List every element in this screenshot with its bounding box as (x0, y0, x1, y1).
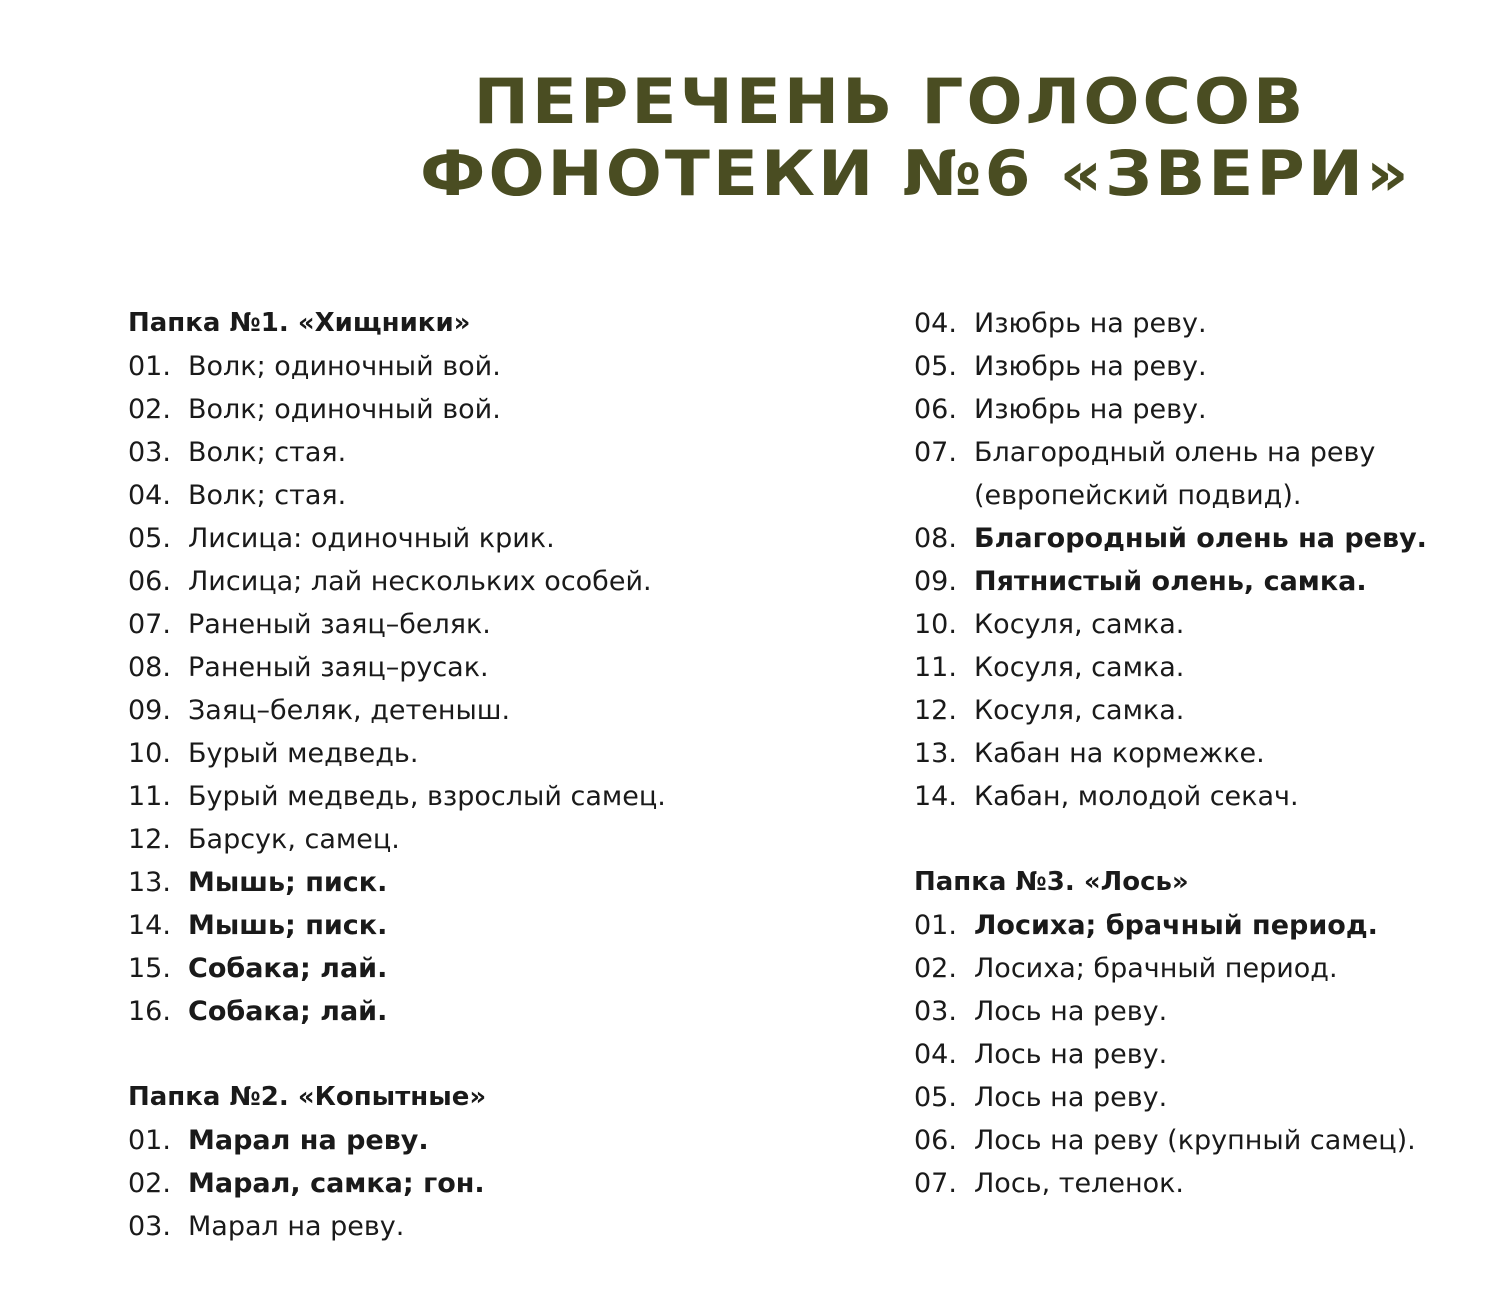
item-text: Мышь; писк. (188, 910, 388, 941)
list-item (128, 947, 848, 990)
item-number: 08. (914, 523, 957, 554)
section-title-folder-1: Папка №1. «Хищники» (128, 308, 471, 338)
item-number: 01. (914, 910, 957, 941)
item-text: Раненый заяц–беляк. (188, 609, 491, 640)
item-text: Марал на реву. (188, 1125, 429, 1156)
item-number: 12. (914, 695, 957, 726)
item-number: 04. (914, 1039, 957, 1070)
list-item (128, 732, 848, 775)
list-item (128, 1119, 848, 1162)
list-item (914, 345, 1474, 388)
list-item (914, 904, 1474, 947)
list-item (914, 646, 1474, 689)
item-number: 02. (128, 1168, 171, 1199)
list-item (128, 646, 848, 689)
item-number: 01. (128, 351, 171, 382)
item-number: 03. (128, 1211, 171, 1242)
item-number: 08. (128, 652, 171, 683)
item-number: 05. (914, 1082, 957, 1113)
item-text: Лосиха; брачный период. (974, 953, 1338, 984)
item-number: 09. (128, 695, 171, 726)
item-text: Лось на реву. (974, 996, 1168, 1027)
item-number: 03. (128, 437, 171, 468)
item-text: Бурый медведь. (188, 738, 419, 769)
page-title-line-1: ПЕРЕЧЕНЬ ГОЛОСОВ (473, 64, 1307, 138)
list-item (128, 474, 848, 517)
item-text: Заяц–беляк, детеныш. (188, 695, 511, 726)
folder-2-list-part-2 (914, 302, 1474, 818)
list-item (914, 431, 1474, 517)
list-item (914, 1033, 1474, 1076)
item-text: Изюбрь на реву. (974, 308, 1207, 339)
item-number: 01. (128, 1125, 171, 1156)
item-text: Пятнистый олень, самка. (974, 566, 1367, 597)
right-column (914, 302, 1474, 1205)
list-item (914, 517, 1474, 560)
item-text: Лось на реву (крупный самец). (974, 1125, 1416, 1156)
item-number: 04. (128, 480, 171, 511)
item-number: 06. (914, 1125, 957, 1156)
item-text: Косуля, самка. (974, 695, 1185, 726)
item-text: Кабан на кормежке. (974, 738, 1265, 769)
list-item (128, 517, 848, 560)
list-item (914, 302, 1474, 345)
item-text: Изюбрь на реву. (974, 394, 1207, 425)
list-item (128, 345, 848, 388)
item-number: 05. (128, 523, 171, 554)
item-number: 06. (914, 394, 957, 425)
item-text: Волк; стая. (188, 480, 347, 511)
item-text: Марал на реву. (188, 1211, 405, 1242)
list-item (914, 603, 1474, 646)
list-item (914, 1119, 1474, 1162)
item-number: 03. (914, 996, 957, 1027)
item-text: Барсук, самец. (188, 824, 400, 855)
folder-1-list (128, 345, 848, 1033)
list-item (914, 1076, 1474, 1119)
list-item (914, 947, 1474, 990)
folder-2-list-part-1 (128, 1119, 848, 1248)
item-number: 05. (914, 351, 957, 382)
item-text: Косуля, самка. (974, 609, 1185, 640)
item-text: Кабан, молодой секач. (974, 781, 1299, 812)
item-text: Волк; стая. (188, 437, 347, 468)
list-item (914, 388, 1474, 431)
item-number: 09. (914, 566, 957, 597)
list-item (914, 732, 1474, 775)
item-text: Лось, теленок. (974, 1168, 1185, 1199)
list-item (128, 388, 848, 431)
item-text: Собака; лай. (188, 996, 388, 1027)
list-item (128, 990, 848, 1033)
item-text: Косуля, самка. (974, 652, 1185, 683)
item-number: 16. (128, 996, 171, 1027)
list-item (128, 1162, 848, 1205)
list-item (128, 861, 848, 904)
item-text: Лось на реву. (974, 1039, 1168, 1070)
item-text: Марал, самка; гон. (188, 1168, 485, 1199)
list-item (128, 1205, 848, 1248)
list-item (128, 818, 848, 861)
list-item (128, 603, 848, 646)
list-item (914, 689, 1474, 732)
item-text: Мышь; писк. (188, 867, 388, 898)
list-item (914, 775, 1474, 818)
item-number: 14. (128, 910, 171, 941)
section-title-folder-2: Папка №2. «Копытные» (128, 1082, 487, 1112)
item-text: Собака; лай. (188, 953, 388, 984)
item-number: 11. (914, 652, 957, 683)
item-number: 13. (914, 738, 957, 769)
item-number: 10. (914, 609, 957, 640)
item-text: Бурый медведь, взрослый самец. (188, 781, 666, 812)
item-number: 12. (128, 824, 171, 855)
list-item (128, 431, 848, 474)
item-text: Изюбрь на реву. (974, 351, 1207, 382)
item-number: 07. (128, 609, 171, 640)
list-item (914, 560, 1474, 603)
item-text: Волк; одиночный вой. (188, 394, 501, 425)
list-item (914, 1162, 1474, 1205)
item-number: 07. (914, 437, 957, 468)
item-text: Волк; одиночный вой. (188, 351, 501, 382)
item-text: Лось на реву. (974, 1082, 1168, 1113)
folder-3-list (914, 904, 1474, 1205)
list-item (914, 990, 1474, 1033)
item-number: 15. (128, 953, 171, 984)
item-text: Лосиха; брачный период. (974, 910, 1378, 941)
item-text: Лисица: одиночный крик. (188, 523, 555, 554)
left-column (128, 302, 848, 1248)
item-number: 07. (914, 1168, 957, 1199)
list-item (128, 904, 848, 947)
section-gap (128, 1033, 848, 1076)
list-item (128, 560, 848, 603)
section-gap (914, 818, 1474, 861)
list-item (128, 775, 848, 818)
page-title (420, 64, 1412, 211)
item-number: 11. (128, 781, 171, 812)
item-number: 02. (914, 953, 957, 984)
item-number: 02. (128, 394, 171, 425)
item-text: Раненый заяц–русак. (188, 652, 489, 683)
item-text: Лисица; лай нескольких особей. (188, 566, 652, 597)
page-title-line-2: ФОНОТЕКИ №6 «ЗВЕРИ» (420, 137, 1412, 211)
list-item (128, 689, 848, 732)
item-text: Благородный олень на реву (европейский подвид). (974, 437, 1376, 511)
item-text: Благородный олень на реву. (974, 523, 1427, 554)
section-title-folder-3: Папка №3. «Лось» (914, 867, 1189, 897)
item-number: 04. (914, 308, 957, 339)
item-number: 14. (914, 781, 957, 812)
item-number: 10. (128, 738, 171, 769)
item-number: 13. (128, 867, 171, 898)
item-number: 06. (128, 566, 171, 597)
